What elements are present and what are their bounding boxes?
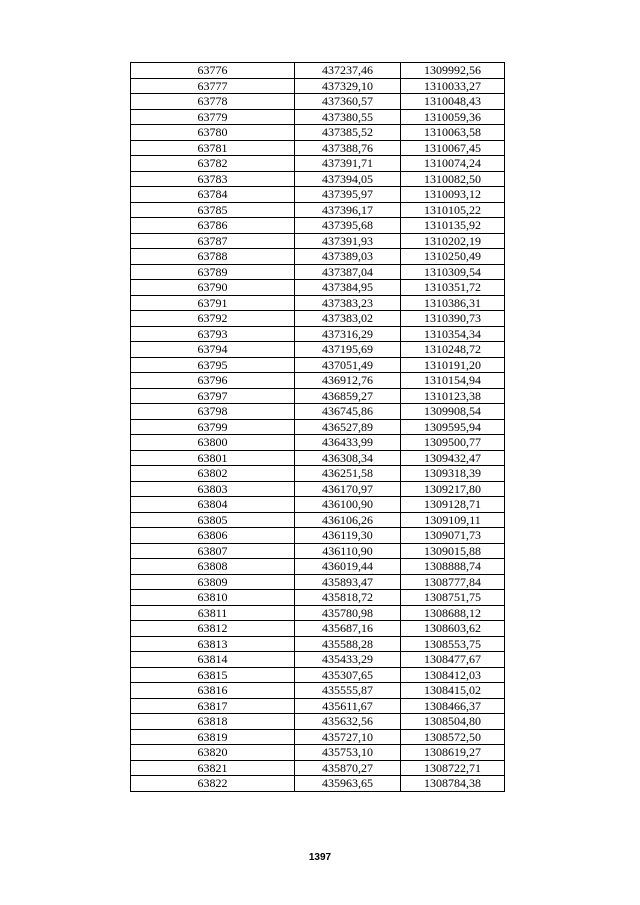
table-row bbox=[131, 78, 505, 94]
table-row bbox=[131, 636, 505, 652]
point-number-cell: 63802 bbox=[131, 466, 295, 482]
y-coordinate-cell: 1308888,74 bbox=[401, 559, 505, 575]
table-row bbox=[131, 497, 505, 513]
y-coordinate-cell: 1309908,54 bbox=[401, 404, 505, 420]
point-number-cell: 63822 bbox=[131, 776, 295, 792]
table-row bbox=[131, 311, 505, 327]
point-number-cell: 63820 bbox=[131, 745, 295, 761]
table-row bbox=[131, 776, 505, 792]
x-coordinate-cell: 437391,93 bbox=[295, 233, 401, 249]
table-row bbox=[131, 667, 505, 683]
y-coordinate-cell: 1308751,75 bbox=[401, 590, 505, 606]
point-number-cell: 63792 bbox=[131, 311, 295, 327]
y-coordinate-cell: 1310351,72 bbox=[401, 280, 505, 296]
y-coordinate-cell: 1308412,03 bbox=[401, 667, 505, 683]
y-coordinate-cell: 1310191,20 bbox=[401, 357, 505, 373]
x-coordinate-cell: 436019,44 bbox=[295, 559, 401, 575]
x-coordinate-cell: 435963,65 bbox=[295, 776, 401, 792]
table-row bbox=[131, 481, 505, 497]
point-number-cell: 63813 bbox=[131, 636, 295, 652]
y-coordinate-cell: 1309500,77 bbox=[401, 435, 505, 451]
y-coordinate-cell: 1308572,50 bbox=[401, 729, 505, 745]
y-coordinate-cell: 1309318,39 bbox=[401, 466, 505, 482]
point-number-cell: 63780 bbox=[131, 125, 295, 141]
table-row bbox=[131, 605, 505, 621]
x-coordinate-cell: 437316,29 bbox=[295, 326, 401, 342]
table-row bbox=[131, 264, 505, 280]
table-row bbox=[131, 466, 505, 482]
point-number-cell: 63819 bbox=[131, 729, 295, 745]
y-coordinate-cell: 1310067,45 bbox=[401, 140, 505, 156]
x-coordinate-cell: 436119,30 bbox=[295, 528, 401, 544]
y-coordinate-cell: 1310063,58 bbox=[401, 125, 505, 141]
x-coordinate-cell: 435727,10 bbox=[295, 729, 401, 745]
y-coordinate-cell: 1309595,94 bbox=[401, 419, 505, 435]
point-number-cell: 63791 bbox=[131, 295, 295, 311]
y-coordinate-cell: 1310248,72 bbox=[401, 342, 505, 358]
x-coordinate-cell: 437051,49 bbox=[295, 357, 401, 373]
y-coordinate-cell: 1310154,94 bbox=[401, 373, 505, 389]
table-row bbox=[131, 63, 505, 79]
point-number-cell: 63807 bbox=[131, 543, 295, 559]
table-row bbox=[131, 140, 505, 156]
x-coordinate-cell: 437389,03 bbox=[295, 249, 401, 265]
table-row bbox=[131, 621, 505, 637]
table-row bbox=[131, 156, 505, 172]
point-number-cell: 63796 bbox=[131, 373, 295, 389]
y-coordinate-cell: 1308477,67 bbox=[401, 652, 505, 668]
y-coordinate-cell: 1308784,38 bbox=[401, 776, 505, 792]
point-number-cell: 63811 bbox=[131, 605, 295, 621]
table-row bbox=[131, 450, 505, 466]
y-coordinate-cell: 1309992,56 bbox=[401, 63, 505, 79]
point-number-cell: 63804 bbox=[131, 497, 295, 513]
x-coordinate-cell: 436251,58 bbox=[295, 466, 401, 482]
x-coordinate-cell: 437383,02 bbox=[295, 311, 401, 327]
point-number-cell: 63789 bbox=[131, 264, 295, 280]
table-row bbox=[131, 683, 505, 699]
point-number-cell: 63803 bbox=[131, 481, 295, 497]
x-coordinate-cell: 436859,27 bbox=[295, 388, 401, 404]
point-number-cell: 63801 bbox=[131, 450, 295, 466]
point-number-cell: 63781 bbox=[131, 140, 295, 156]
y-coordinate-cell: 1310059,36 bbox=[401, 109, 505, 125]
point-number-cell: 63800 bbox=[131, 435, 295, 451]
x-coordinate-cell: 435611,67 bbox=[295, 698, 401, 714]
x-coordinate-cell: 437384,95 bbox=[295, 280, 401, 296]
x-coordinate-cell: 435780,98 bbox=[295, 605, 401, 621]
table-row bbox=[131, 295, 505, 311]
point-number-cell: 63809 bbox=[131, 574, 295, 590]
point-number-cell: 63798 bbox=[131, 404, 295, 420]
x-coordinate-cell: 437385,52 bbox=[295, 125, 401, 141]
coordinates-table-body bbox=[131, 63, 505, 792]
x-coordinate-cell: 437396,17 bbox=[295, 202, 401, 218]
table-row bbox=[131, 698, 505, 714]
x-coordinate-cell: 436308,34 bbox=[295, 450, 401, 466]
x-coordinate-cell: 436433,99 bbox=[295, 435, 401, 451]
table-row bbox=[131, 373, 505, 389]
table-row bbox=[131, 404, 505, 420]
x-coordinate-cell: 435818,72 bbox=[295, 590, 401, 606]
page-number: 1397 bbox=[308, 852, 332, 863]
y-coordinate-cell: 1310105,22 bbox=[401, 202, 505, 218]
table-row bbox=[131, 187, 505, 203]
x-coordinate-cell: 435433,29 bbox=[295, 652, 401, 668]
x-coordinate-cell: 435753,10 bbox=[295, 745, 401, 761]
x-coordinate-cell: 437329,10 bbox=[295, 78, 401, 94]
x-coordinate-cell: 437380,55 bbox=[295, 109, 401, 125]
table-row bbox=[131, 326, 505, 342]
x-coordinate-cell: 437388,76 bbox=[295, 140, 401, 156]
x-coordinate-cell: 437195,69 bbox=[295, 342, 401, 358]
point-number-cell: 63799 bbox=[131, 419, 295, 435]
y-coordinate-cell: 1310390,73 bbox=[401, 311, 505, 327]
point-number-cell: 63785 bbox=[131, 202, 295, 218]
table-row bbox=[131, 559, 505, 575]
point-number-cell: 63786 bbox=[131, 218, 295, 234]
point-number-cell: 63805 bbox=[131, 512, 295, 528]
y-coordinate-cell: 1308504,80 bbox=[401, 714, 505, 730]
table-row bbox=[131, 171, 505, 187]
y-coordinate-cell: 1310135,92 bbox=[401, 218, 505, 234]
x-coordinate-cell: 435687,16 bbox=[295, 621, 401, 637]
y-coordinate-cell: 1308553,75 bbox=[401, 636, 505, 652]
y-coordinate-cell: 1308777,84 bbox=[401, 574, 505, 590]
x-coordinate-cell: 435632,56 bbox=[295, 714, 401, 730]
table-row bbox=[131, 652, 505, 668]
y-coordinate-cell: 1309015,88 bbox=[401, 543, 505, 559]
x-coordinate-cell: 435588,28 bbox=[295, 636, 401, 652]
y-coordinate-cell: 1309109,11 bbox=[401, 512, 505, 528]
point-number-cell: 63779 bbox=[131, 109, 295, 125]
point-number-cell: 63817 bbox=[131, 698, 295, 714]
point-number-cell: 63790 bbox=[131, 280, 295, 296]
x-coordinate-cell: 436110,90 bbox=[295, 543, 401, 559]
x-coordinate-cell: 437394,05 bbox=[295, 171, 401, 187]
point-number-cell: 63808 bbox=[131, 559, 295, 575]
y-coordinate-cell: 1308619,27 bbox=[401, 745, 505, 761]
table-row bbox=[131, 342, 505, 358]
x-coordinate-cell: 436170,97 bbox=[295, 481, 401, 497]
point-number-cell: 63818 bbox=[131, 714, 295, 730]
table-row bbox=[131, 109, 505, 125]
y-coordinate-cell: 1310048,43 bbox=[401, 94, 505, 110]
point-number-cell: 63794 bbox=[131, 342, 295, 358]
point-number-cell: 63812 bbox=[131, 621, 295, 637]
table-row bbox=[131, 714, 505, 730]
x-coordinate-cell: 437383,23 bbox=[295, 295, 401, 311]
table-row bbox=[131, 590, 505, 606]
table-row bbox=[131, 233, 505, 249]
table-row bbox=[131, 249, 505, 265]
y-coordinate-cell: 1310354,34 bbox=[401, 326, 505, 342]
point-number-cell: 63776 bbox=[131, 63, 295, 79]
x-coordinate-cell: 437360,57 bbox=[295, 94, 401, 110]
x-coordinate-cell: 436527,89 bbox=[295, 419, 401, 435]
table-row bbox=[131, 574, 505, 590]
table-row bbox=[131, 94, 505, 110]
point-number-cell: 63784 bbox=[131, 187, 295, 203]
table-row bbox=[131, 729, 505, 745]
y-coordinate-cell: 1310093,12 bbox=[401, 187, 505, 203]
point-number-cell: 63815 bbox=[131, 667, 295, 683]
y-coordinate-cell: 1310202,19 bbox=[401, 233, 505, 249]
point-number-cell: 63787 bbox=[131, 233, 295, 249]
point-number-cell: 63814 bbox=[131, 652, 295, 668]
table-row bbox=[131, 435, 505, 451]
x-coordinate-cell: 436106,26 bbox=[295, 512, 401, 528]
y-coordinate-cell: 1308466,37 bbox=[401, 698, 505, 714]
x-coordinate-cell: 437395,68 bbox=[295, 218, 401, 234]
table-row bbox=[131, 218, 505, 234]
point-number-cell: 63777 bbox=[131, 78, 295, 94]
point-number-cell: 63788 bbox=[131, 249, 295, 265]
y-coordinate-cell: 1310309,54 bbox=[401, 264, 505, 280]
y-coordinate-cell: 1308722,71 bbox=[401, 760, 505, 776]
y-coordinate-cell: 1310082,50 bbox=[401, 171, 505, 187]
x-coordinate-cell: 437387,04 bbox=[295, 264, 401, 280]
x-coordinate-cell: 435893,47 bbox=[295, 574, 401, 590]
y-coordinate-cell: 1310250,49 bbox=[401, 249, 505, 265]
table-row bbox=[131, 280, 505, 296]
y-coordinate-cell: 1308415,02 bbox=[401, 683, 505, 699]
point-number-cell: 63806 bbox=[131, 528, 295, 544]
point-number-cell: 63793 bbox=[131, 326, 295, 342]
table-row bbox=[131, 202, 505, 218]
table-row bbox=[131, 528, 505, 544]
y-coordinate-cell: 1309217,80 bbox=[401, 481, 505, 497]
table-row bbox=[131, 543, 505, 559]
table-row bbox=[131, 357, 505, 373]
table-row bbox=[131, 419, 505, 435]
x-coordinate-cell: 437391,71 bbox=[295, 156, 401, 172]
table-row bbox=[131, 125, 505, 141]
table-row bbox=[131, 745, 505, 761]
table-row bbox=[131, 512, 505, 528]
x-coordinate-cell: 437395,97 bbox=[295, 187, 401, 203]
y-coordinate-cell: 1310074,24 bbox=[401, 156, 505, 172]
x-coordinate-cell: 435870,27 bbox=[295, 760, 401, 776]
x-coordinate-cell: 436100,90 bbox=[295, 497, 401, 513]
point-number-cell: 63821 bbox=[131, 760, 295, 776]
x-coordinate-cell: 435307,65 bbox=[295, 667, 401, 683]
coordinates-table bbox=[130, 62, 505, 792]
y-coordinate-cell: 1310123,38 bbox=[401, 388, 505, 404]
x-coordinate-cell: 435555,87 bbox=[295, 683, 401, 699]
y-coordinate-cell: 1309071,73 bbox=[401, 528, 505, 544]
point-number-cell: 63816 bbox=[131, 683, 295, 699]
y-coordinate-cell: 1310386,31 bbox=[401, 295, 505, 311]
point-number-cell: 63783 bbox=[131, 171, 295, 187]
x-coordinate-cell: 437237,46 bbox=[295, 63, 401, 79]
y-coordinate-cell: 1308603,62 bbox=[401, 621, 505, 637]
table-row bbox=[131, 388, 505, 404]
point-number-cell: 63778 bbox=[131, 94, 295, 110]
point-number-cell: 63797 bbox=[131, 388, 295, 404]
point-number-cell: 63782 bbox=[131, 156, 295, 172]
x-coordinate-cell: 436912,76 bbox=[295, 373, 401, 389]
y-coordinate-cell: 1309432,47 bbox=[401, 450, 505, 466]
table-row bbox=[131, 760, 505, 776]
y-coordinate-cell: 1309128,71 bbox=[401, 497, 505, 513]
y-coordinate-cell: 1310033,27 bbox=[401, 78, 505, 94]
point-number-cell: 63795 bbox=[131, 357, 295, 373]
x-coordinate-cell: 436745,86 bbox=[295, 404, 401, 420]
point-number-cell: 63810 bbox=[131, 590, 295, 606]
y-coordinate-cell: 1308688,12 bbox=[401, 605, 505, 621]
